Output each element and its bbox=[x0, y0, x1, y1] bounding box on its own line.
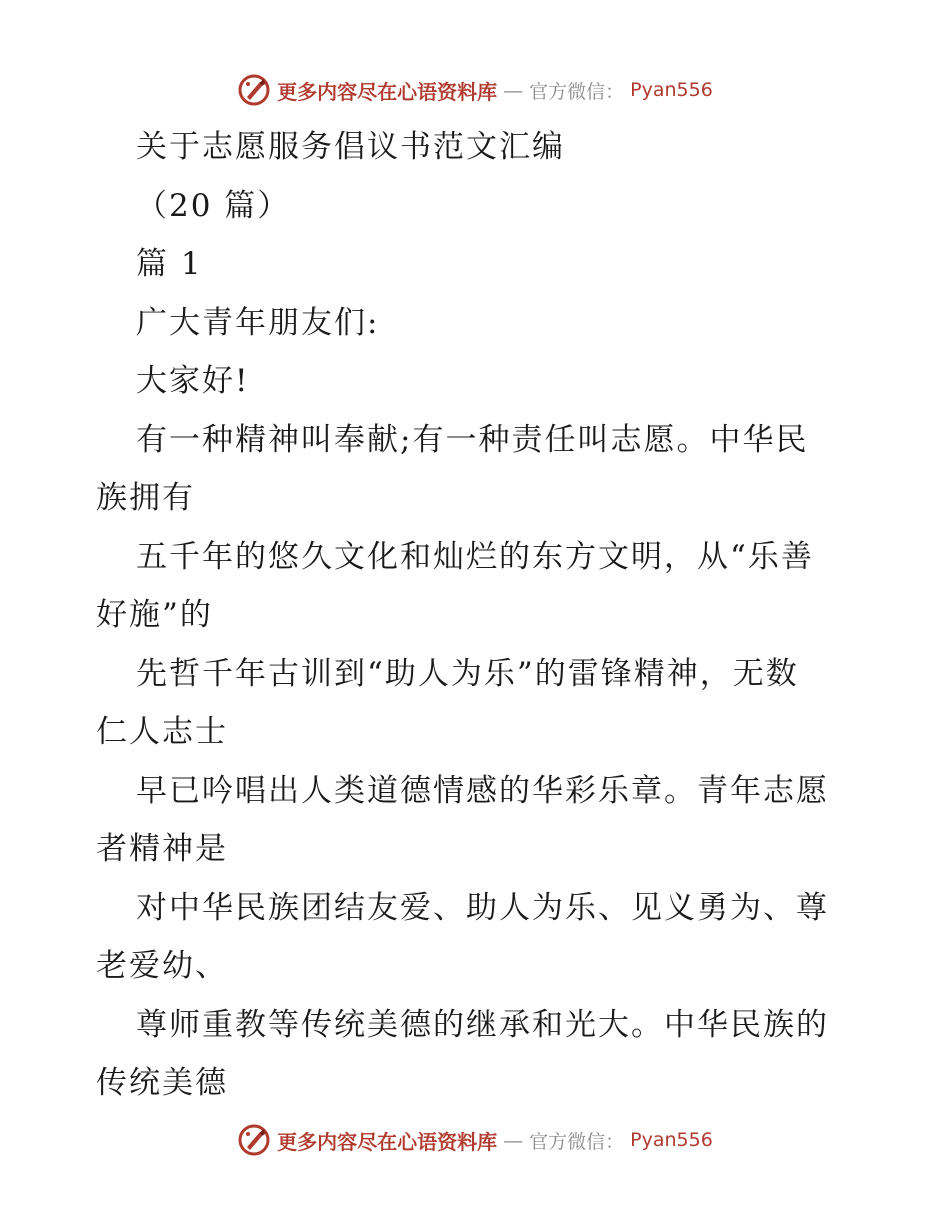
text-line: 对中华民族团结友爱、助人为乐、见义勇为、尊 bbox=[136, 889, 829, 926]
text-line: 早已吟唱出人类道德情感的华彩乐章。青年志愿 bbox=[136, 772, 829, 809]
banner-wechat-label: 官方微信： bbox=[529, 1130, 625, 1153]
banner-wechat-id: Pyan556 bbox=[630, 79, 713, 101]
footer-banner bbox=[0, 1120, 950, 1160]
header-banner bbox=[0, 70, 950, 110]
document-body bbox=[96, 118, 856, 1113]
text-line: （20 篇） bbox=[136, 187, 291, 224]
banner-title: 更多内容尽在心语资料库 bbox=[277, 79, 498, 104]
document-title-line: 关于志愿服务倡议书范文汇编 bbox=[136, 129, 565, 165]
banner-title: 更多内容尽在心语资料库 bbox=[277, 1129, 498, 1154]
text-line: 传统美德 bbox=[96, 1065, 228, 1101]
text-line: 篇 1 bbox=[136, 246, 203, 282]
banner-wechat-id: Pyan556 bbox=[630, 1129, 713, 1151]
text-line: 大家好! bbox=[136, 363, 250, 399]
text-line: 好施”的 bbox=[96, 597, 213, 633]
banner-separator: — bbox=[503, 1128, 524, 1152]
text-line: 者精神是 bbox=[96, 831, 228, 867]
text-line: 广大青年朋友们: bbox=[136, 304, 380, 341]
text-line: 族拥有 bbox=[96, 480, 195, 516]
banner-wechat-label: 官方微信： bbox=[529, 80, 625, 103]
text-line: 五千年的悠久文化和灿烂的东方文明，从“乐善 bbox=[136, 538, 814, 575]
brand-logo-icon bbox=[237, 1123, 271, 1157]
text-line: 先哲千年古训到“助人为乐”的雷锋精神，无数 bbox=[136, 655, 799, 692]
text-line: 尊师重教等传统美德的继承和光大。中华民族的 bbox=[136, 1006, 829, 1043]
text-line: 仁人志士 bbox=[96, 714, 228, 750]
text-line: 老爱幼、 bbox=[96, 948, 228, 984]
banner-separator: — bbox=[503, 78, 524, 102]
brand-logo-icon bbox=[237, 73, 271, 107]
text-line: 有一种精神叫奉献;有一种责任叫志愿。中华民 bbox=[136, 421, 809, 458]
